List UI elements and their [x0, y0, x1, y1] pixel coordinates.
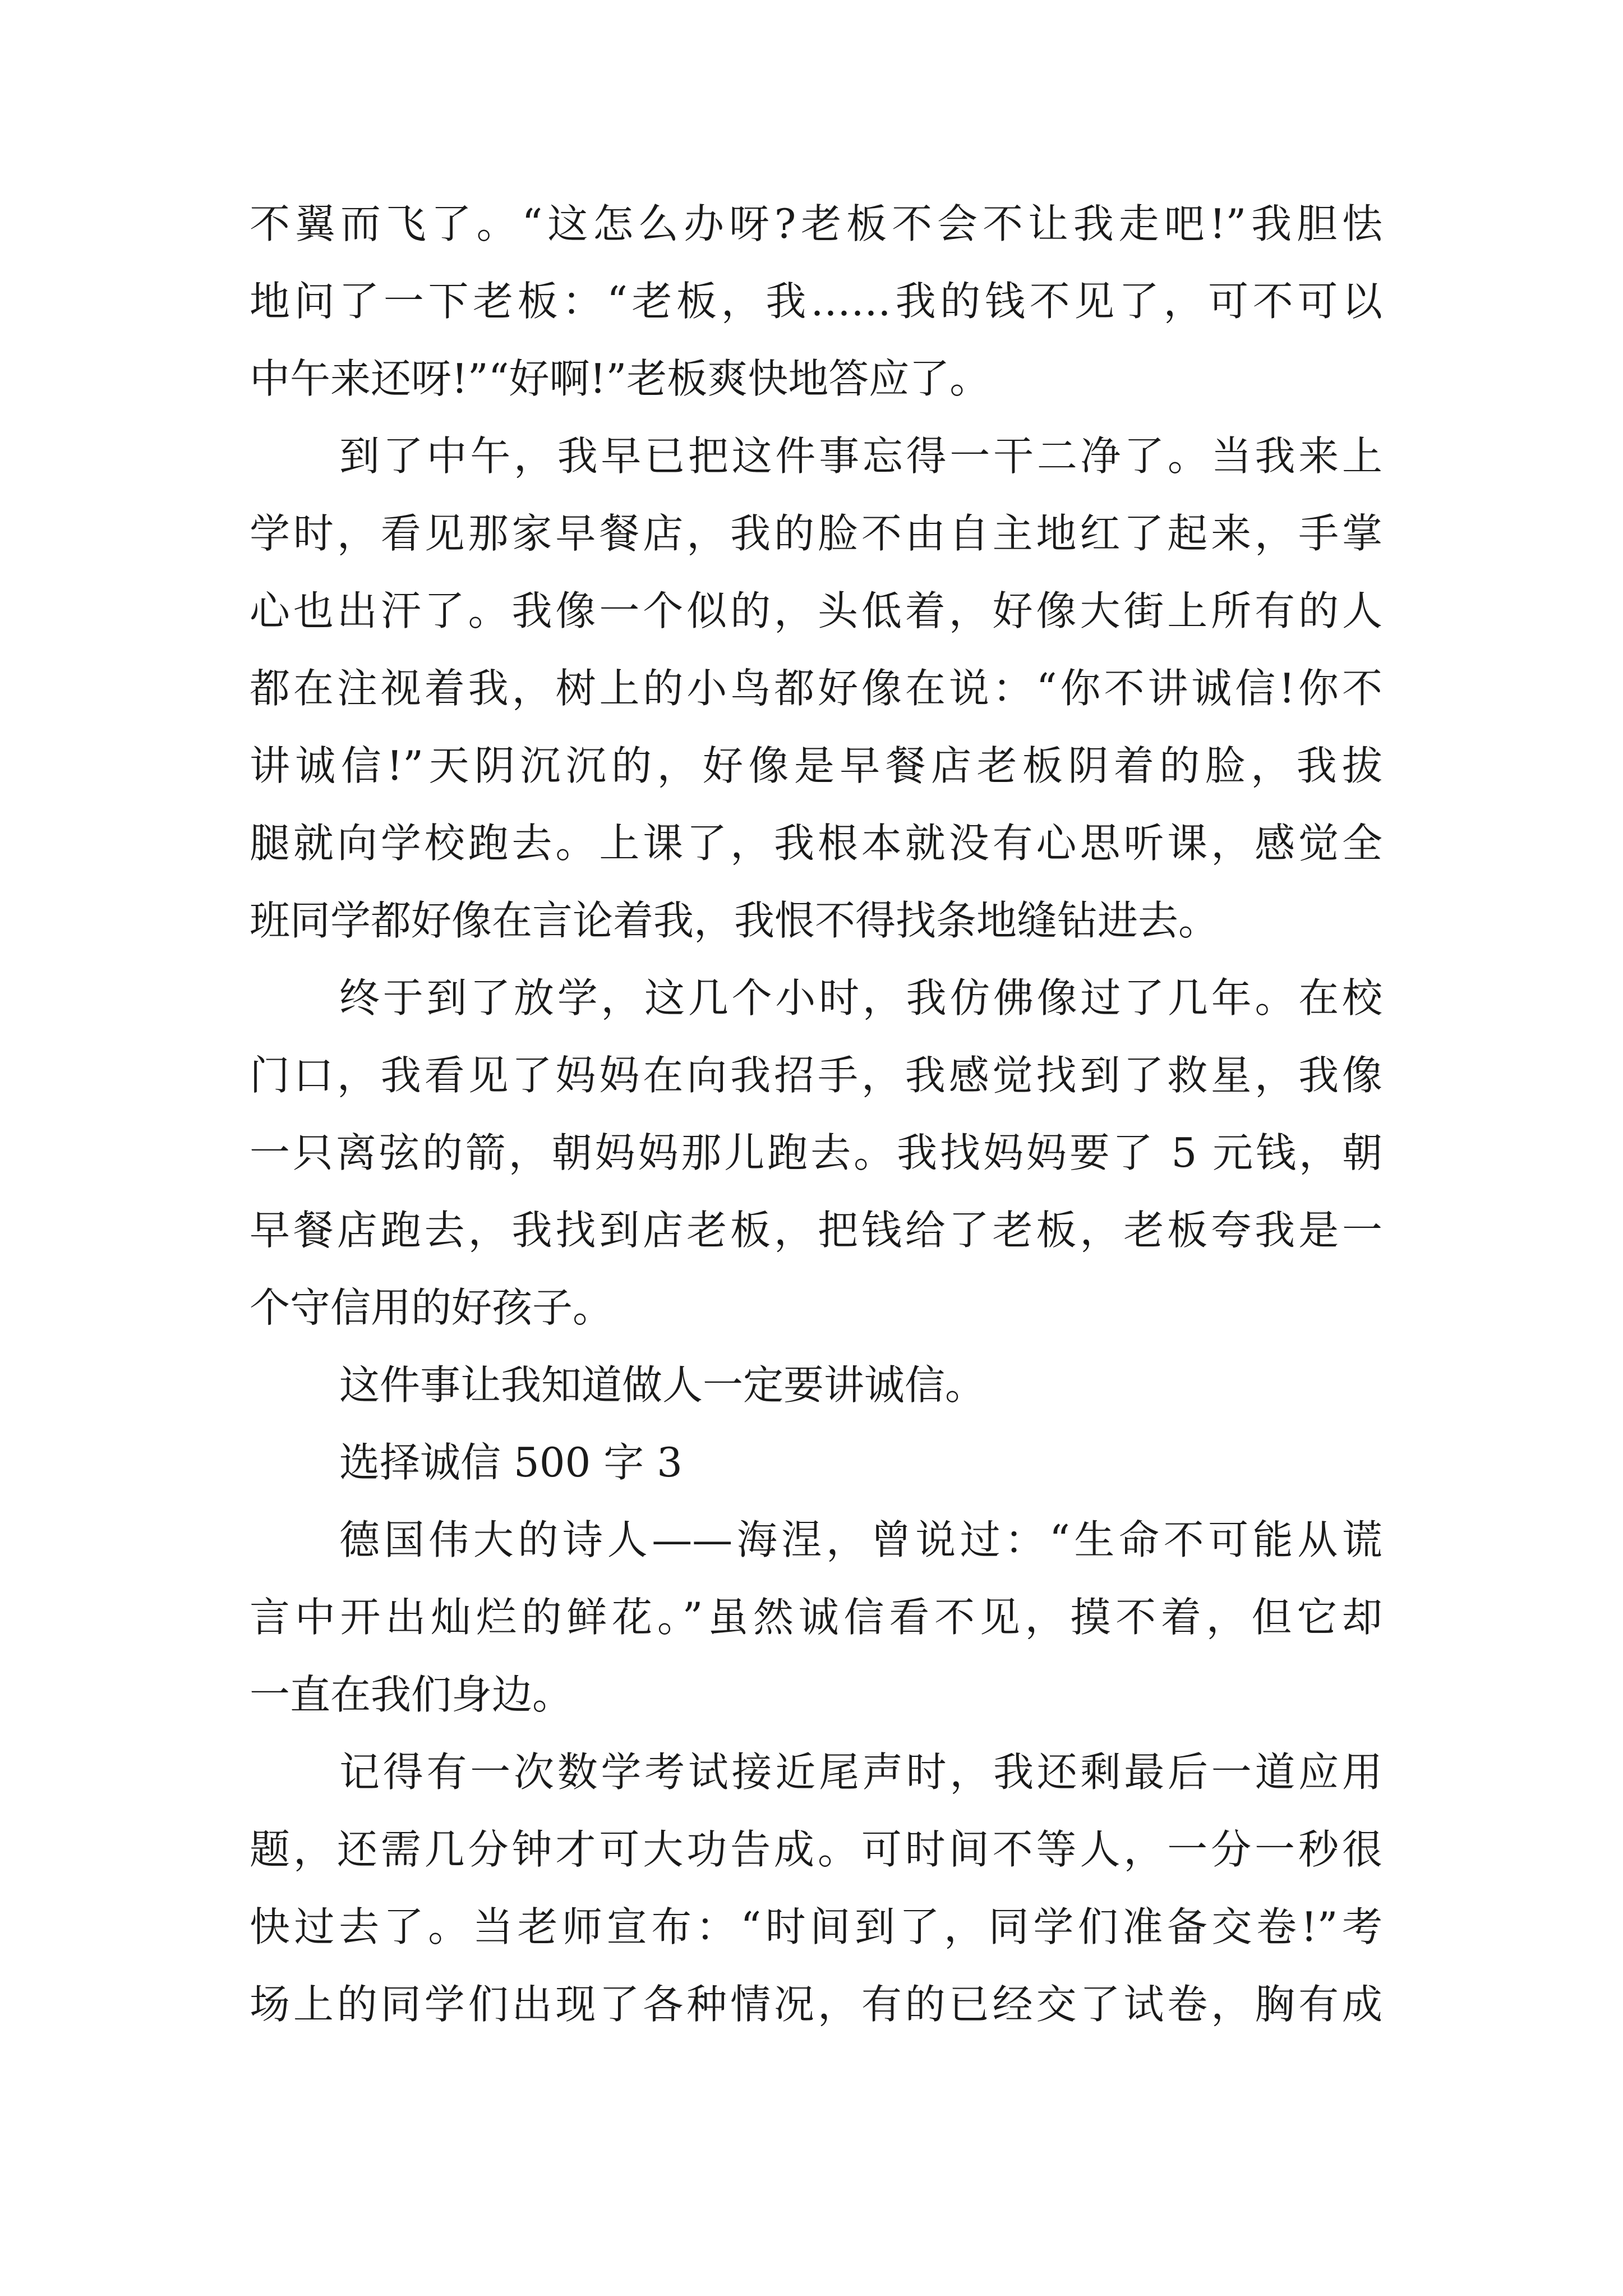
text-line: 门口，我看见了妈妈在向我招手，我感觉找到了救星，我像: [250, 1052, 1382, 1099]
paragraph-first-line: 德国伟大的诗人——海涅，曾说过：“生命不可能从谎: [339, 1516, 1382, 1563]
text-line: 地问了一下老板：“老板，我……我的钱不见了，可不可以: [250, 278, 1382, 325]
text-line: 早餐店跑去，我找到店老板，把钱给了老板，老板夸我是一: [250, 1207, 1382, 1254]
text-line: 都在注视着我，树上的小鸟都好像在说：“你不讲诚信!你不: [250, 665, 1382, 712]
paragraph-first-line: 终于到了放学，这几个小时，我仿佛像过了几年。在校: [339, 974, 1382, 1022]
text-line: 一直在我们身边。: [250, 1671, 573, 1718]
text-line: 场上的同学们出现了各种情况，有的已经交了试卷，胸有成: [250, 1981, 1382, 2028]
text-line: 个守信用的好孩子。: [250, 1284, 614, 1331]
text-line: 不翼而飞了。“这怎么办呀?老板不会不让我走吧!”我胆怯: [250, 200, 1382, 247]
article-body: [250, 185, 1382, 2043]
paragraph-first-line: 记得有一次数学考试接近尾声时，我还剩最后一道应用: [339, 1749, 1382, 1796]
text-line: 讲诚信!”天阴沉沉的，好像是早餐店老板阴着的脸，我拔: [250, 742, 1382, 789]
text-line: 腿就向学校跑去。上课了，我根本就没有心思听课，感觉全: [250, 820, 1382, 867]
text-line: 一只离弦的箭，朝妈妈那儿跑去。我找妈妈要了 5 元钱，朝: [250, 1129, 1382, 1176]
text-line: 快过去了。当老师宣布：“时间到了，同学们准备交卷!”考: [250, 1903, 1382, 1950]
text-line: 题，还需几分钟才可大功告成。可时间不等人，一分一秒很: [250, 1826, 1382, 1873]
text-line: 学时，看见那家早餐店，我的脸不由自主地红了起来，手掌: [250, 510, 1382, 557]
text-line: 言中开出灿烂的鲜花。”虽然诚信看不见，摸不着，但它却: [250, 1594, 1382, 1641]
section-heading: 选择诚信 500 字 3: [339, 1439, 683, 1486]
text-line: 班同学都好像在言论着我，我恨不得找条地缝钻进去。: [250, 897, 1219, 944]
paragraph-first-line: 这件事让我知道做人一定要讲诚信。: [339, 1361, 986, 1409]
text-line: 心也出汗了。我像一个似的，头低着，好像大街上所有的人: [250, 587, 1382, 634]
paragraph-first-line: 到了中午，我早已把这件事忘得一干二净了。当我来上: [339, 432, 1382, 480]
text-line: 中午来还呀!”“好啊!”老板爽快地答应了。: [250, 355, 990, 402]
